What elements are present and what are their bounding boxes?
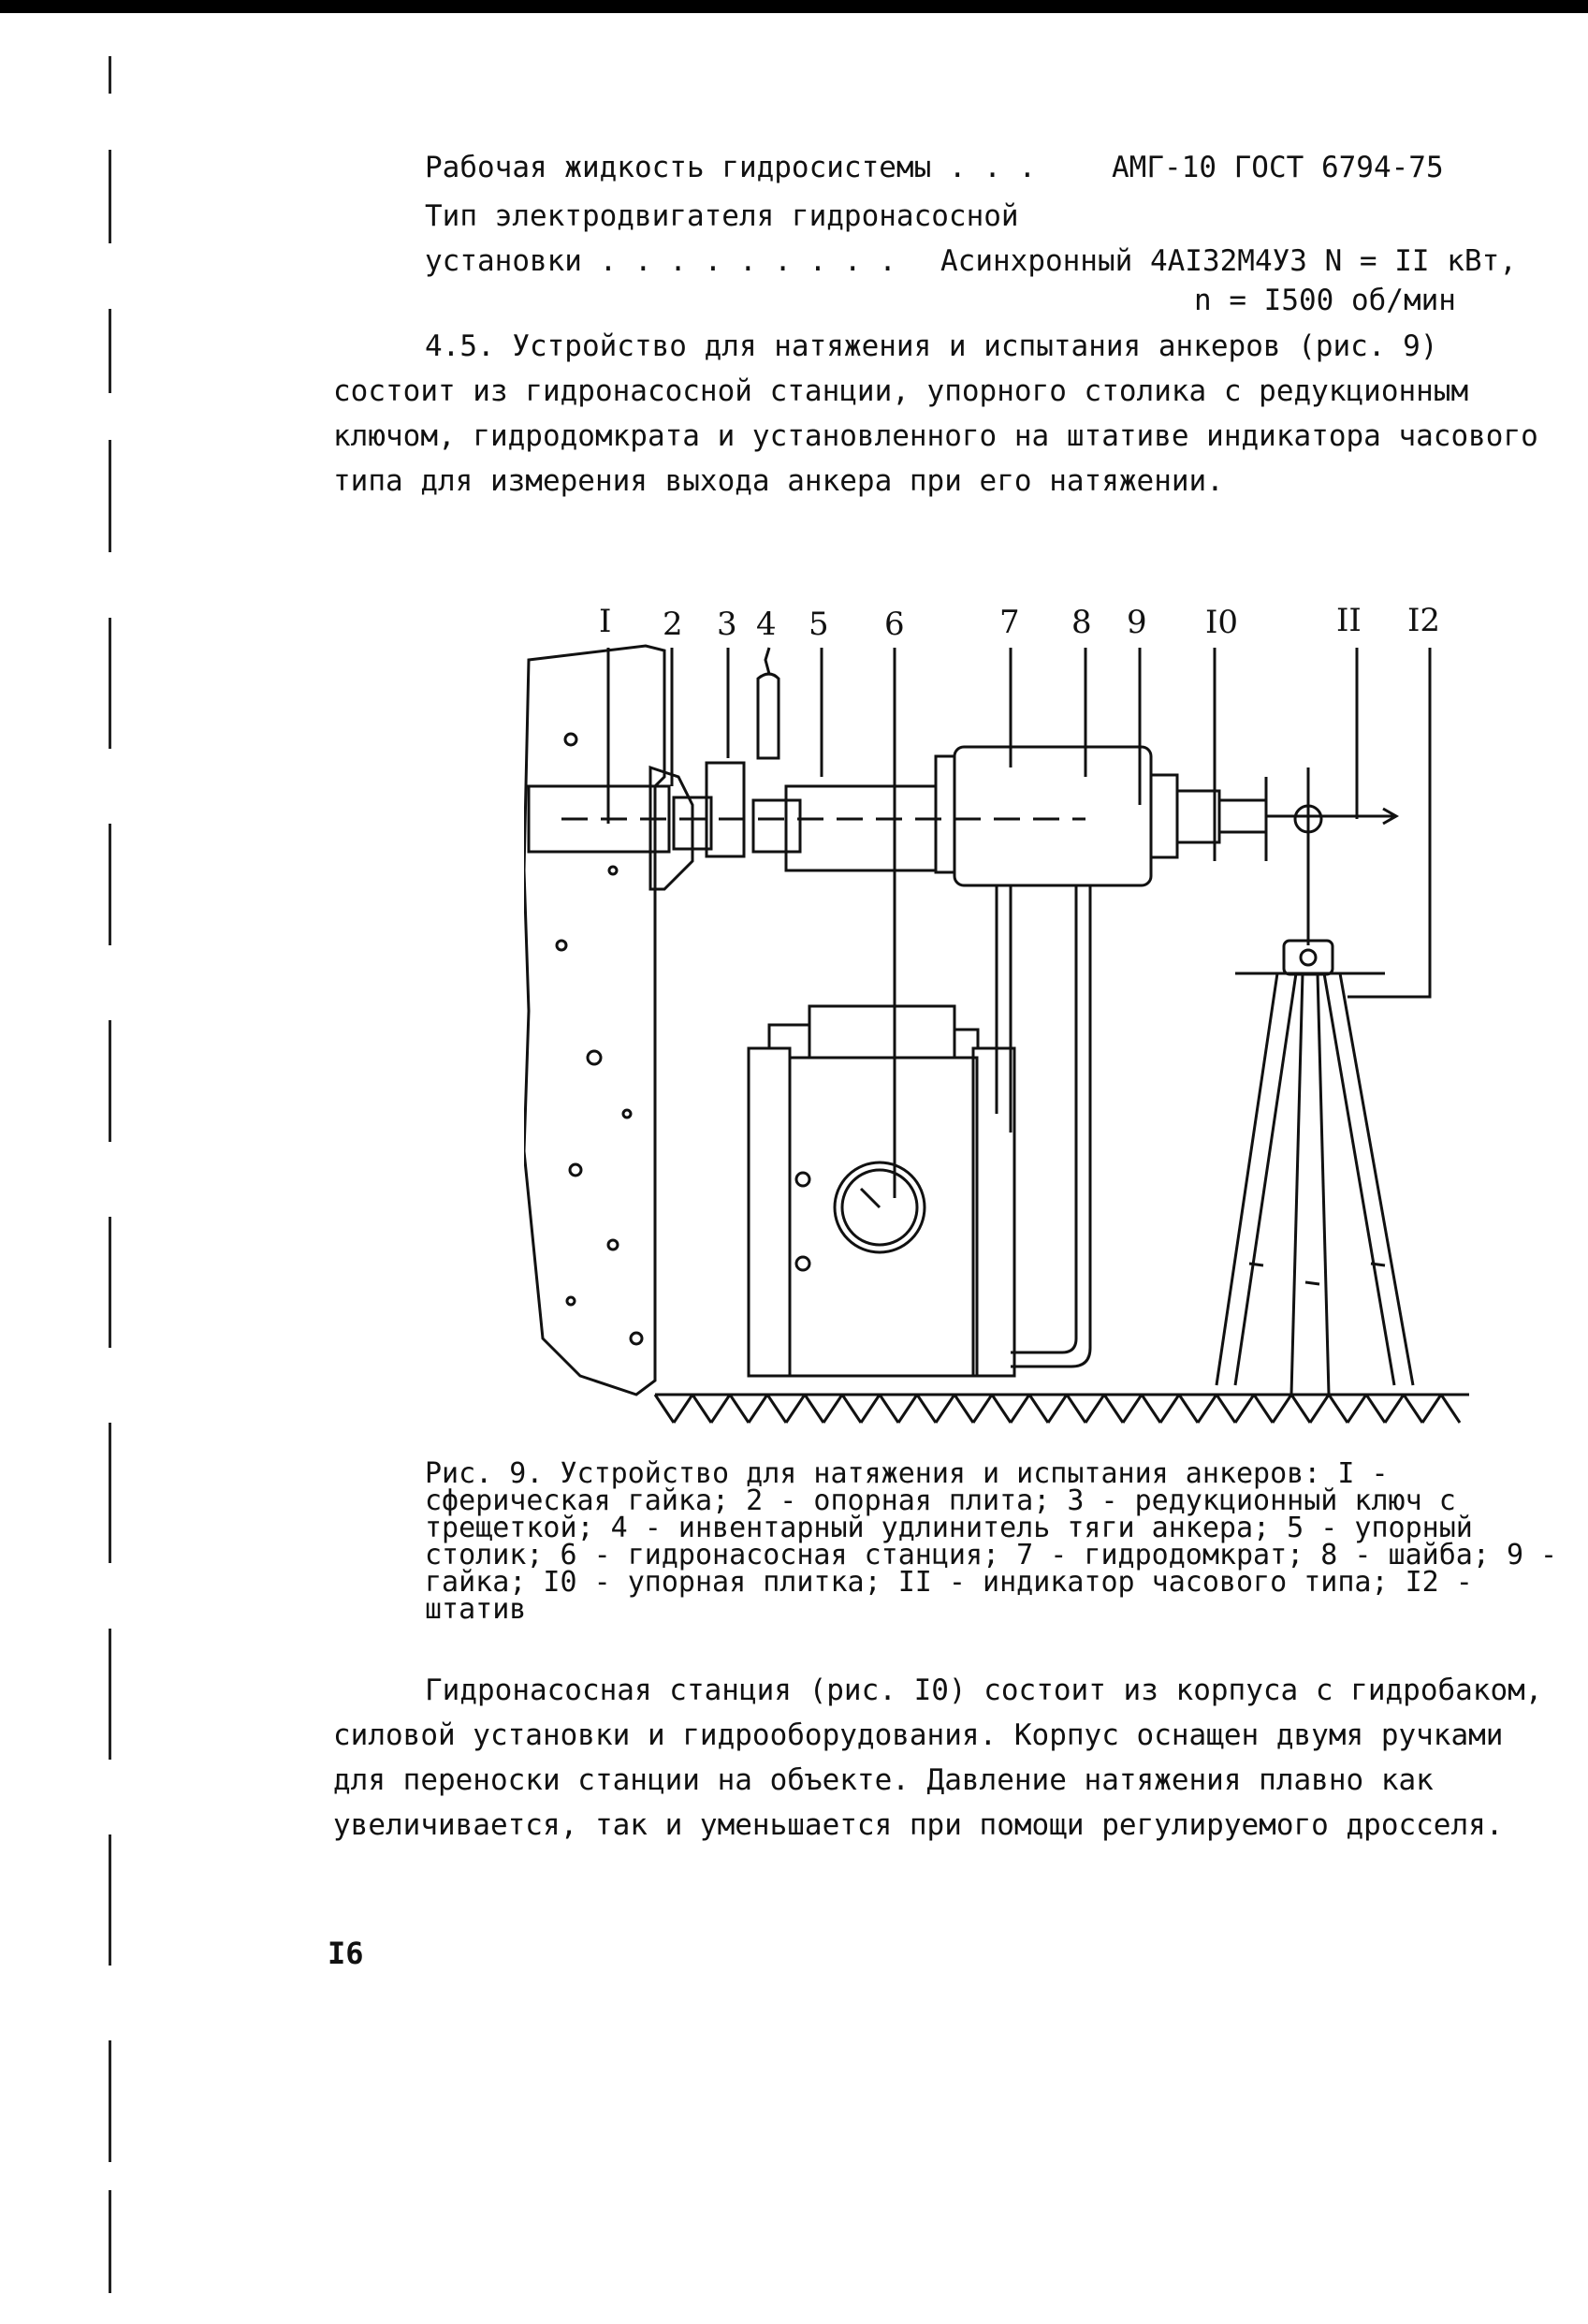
paragraph-4-5: 4.5. Устройство для натяжения и испытания анкеров (рис. 9) состоит из гидронасосной станции, упорного столика с редукционным ключом, гидродомкрата и установленного на штативе индикатора часового типа для измерения выхода анкера при его натяжении.: [333, 329, 1538, 498]
callout-7: 7: [999, 604, 1020, 641]
binding-mark: [109, 150, 111, 243]
callout-5: 5: [809, 606, 829, 643]
binding-mark: [109, 1423, 111, 1563]
binding-mark: [109, 1629, 111, 1760]
binding-mark: [109, 56, 111, 94]
callout-6: 6: [884, 606, 905, 643]
spec-motor-value: Асинхронный 4АI32М4УЗ N = II кВт,: [940, 244, 1517, 278]
binding-mark: [109, 1834, 111, 1966]
spec-motor-label-1: Тип электродвигателя гидронасосной: [425, 199, 1019, 233]
scan-top-edge: [0, 0, 1588, 13]
callout-3: 3: [717, 606, 737, 643]
binding-mark: [109, 2190, 111, 2293]
callout-1: I: [599, 603, 612, 640]
callout-10: I0: [1205, 604, 1239, 641]
callout-2: 2: [663, 606, 683, 643]
figure-9-diagram: [524, 590, 1479, 1432]
binding-mark: [109, 618, 111, 749]
callout-11: II: [1336, 602, 1362, 639]
binding-mark: [109, 824, 111, 945]
callout-8: 8: [1071, 604, 1092, 641]
figure-caption: Рис. 9. Устройство для натяжения и испытания анкеров: I - сферическая гайка; 2 - опорная плита; 3 - редукционный ключ с трещеткой; 4 - инвентарный удлинитель тяги анкера; 5 - упорный столик; 6 - гидронасосная станция; 7 - гидродомкрат; 8 - шайба; 9 - гайка; I0 - упорная плитка; II - индикатор часового типа; I2 - штатив: [425, 1457, 1558, 1626]
callout-12: I2: [1407, 602, 1441, 639]
spec-motor-label-2: установки . . . . . . . . .: [425, 244, 896, 278]
spec-fluid-value: АМГ-10 ГОСТ 6794-75: [1112, 151, 1444, 184]
callout-9: 9: [1127, 604, 1147, 641]
binding-mark: [109, 440, 111, 552]
binding-mark: [109, 309, 111, 393]
spec-motor-speed: n = I500 об/мин: [1194, 284, 1456, 317]
binding-mark: [109, 1020, 111, 1142]
binding-mark: [109, 1217, 111, 1348]
spec-fluid-label: Рабочая жидкость гидросистемы . . .: [425, 151, 1037, 184]
binding-mark: [109, 2040, 111, 2162]
paragraph-pump-station: Гидронасосная станция (рис. I0) состоит из корпуса с гидробаком, силовой установки и гидрооборудования. Корпус оснащен двумя ручками для переноски станции на объекте. Давление натяжения плавно как увеличивается, так и уменьшается при помощи регулируемого дросселя.: [333, 1674, 1543, 1842]
callout-4: 4: [756, 606, 777, 643]
page-number: I6: [328, 1936, 364, 1971]
